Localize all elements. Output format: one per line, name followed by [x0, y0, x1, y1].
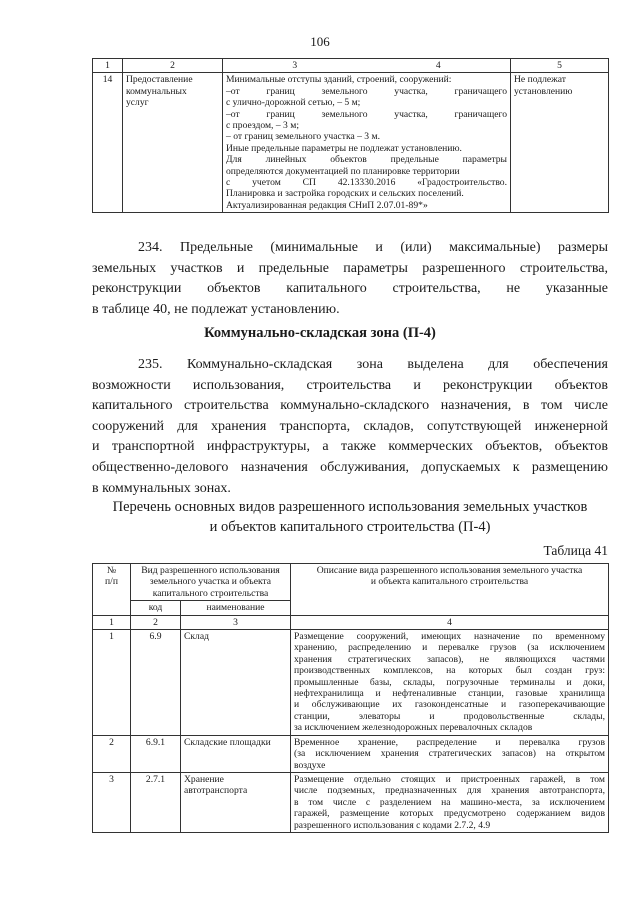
header-row: [93, 564, 609, 601]
col-number-pair: [223, 59, 511, 73]
list-title: Перечень основных видов разрешенного использования земельных участков и объектов капитального строительства (П-4): [112, 499, 588, 535]
table-row: [93, 735, 609, 772]
row-code: 2.7.1: [131, 772, 181, 832]
row-parameters: Минимальные отступы зданий, строений, сооружений: –от границ земельного участка, граничащего с улично-дорожной сетью, – 5 м; –от границ земельного участка, граничащего с проездом, – 3 м; – от границ земельного участка – 3 м. Иные предельные параметры не подлежат установлению. Для линейных объектов предельные параметры определяются документацией по планировке территории с учетом СП 42.13330.2016 «Градостроительство. Планировка и застройка городских и сельских поселений. Актуализированная редакция СНиП 2.07.01-89*»: [223, 73, 511, 213]
paragraph-235: 235. Коммунально-складская зона выделена для обеспечения возможности использования, строительства и реконструкции объектов капитального строительства коммунально-складского назначения, в том числе сооружений для хранения транспорта, складов, сопутствующей инженерной и транспортной инфраструктуры, а также коммерческих объектов, объектов общественно-делового назначения обслуживания, допускаемых к размещению в коммунальных зонах.: [92, 357, 608, 496]
col-number: 2: [123, 59, 223, 73]
col-number: 3: [292, 60, 298, 71]
row-number: 14: [93, 73, 123, 213]
row-number: 1: [93, 630, 131, 736]
col-number: 1: [93, 615, 131, 629]
paragraph-234: 234. Предельные (минимальные и (или) максимальные) размеры земельных участков и предельные параметры разрешенного строительства, реконструкции объектов капитального строительства, не указанные в таблице 40, не подлежат установлению.: [92, 240, 608, 317]
table-41: [92, 563, 609, 833]
row-code: 6.9: [131, 630, 181, 736]
row-description: Размещение отдельно стоящих и пристроенных гаражей, в том числе подземных, предназначенных для хранения автотранспорта, в том числе с разделением на машино-места, за исключением гаражей, размещение которых предусмотрено содержанием видов разрешенного использования с кодами 2.7.2, 4.9: [291, 772, 609, 832]
table-label: Таблица 41: [543, 543, 608, 558]
row-description: Временное хранение, распределение и перевалка грузов (за исключением хранения стратегических запасов) на открытом воздухе: [291, 735, 609, 772]
row-number: 3: [93, 772, 131, 832]
col-number: 1: [93, 59, 123, 73]
header-code: код: [131, 601, 181, 615]
header-desc: Описание вида разрешенного использования земельного участка и объекта капитального строительства: [291, 564, 609, 616]
row-name: Предоставление коммунальных услуг: [123, 73, 223, 213]
row-name: Склад: [181, 630, 291, 736]
col-number: 5: [511, 59, 609, 73]
section-title: Коммунально-складская зона (П-4): [204, 325, 436, 341]
header-kind: Вид разрешенного использования земельного участка и объекта капитального строительства: [131, 564, 291, 601]
header-num: № п/п: [93, 564, 131, 616]
row-col5: Не подлежат установлению: [511, 73, 609, 213]
row-code: 6.9.1: [131, 735, 181, 772]
col-number: 2: [131, 615, 181, 629]
col-number: 4: [291, 615, 609, 629]
header-name: наименование: [181, 601, 291, 615]
table-row: [93, 772, 609, 832]
col-number: 3: [181, 615, 291, 629]
page-number: 106: [310, 34, 330, 49]
row-number: 2: [93, 735, 131, 772]
col-number: 4: [435, 60, 441, 71]
row-name: Складские площадки: [181, 735, 291, 772]
column-number-row: [93, 59, 609, 73]
row-name: Хранение автотранспорта: [181, 772, 291, 832]
column-number-row: [93, 615, 609, 629]
row-description: Размещение сооружений, имеющих назначение по временному хранению, распределению и перевалке грузов (за исключением хранения стратегических запасов), не являющихся частями производственных комплексов, на которых был создан груз: промышленные базы, склады, погрузочные терминалы и доки, нефтехранилища и нефтеналивные станции, газовые хранилища и обслуживающие их газоконденсатные и газоперекачивающие станции, элеваторы и продовольственные склады, за исключением железнодорожных перевалочных складов: [291, 630, 609, 736]
table-row: [93, 73, 609, 213]
table-row: [93, 630, 609, 736]
table-40-continuation: [92, 58, 609, 213]
